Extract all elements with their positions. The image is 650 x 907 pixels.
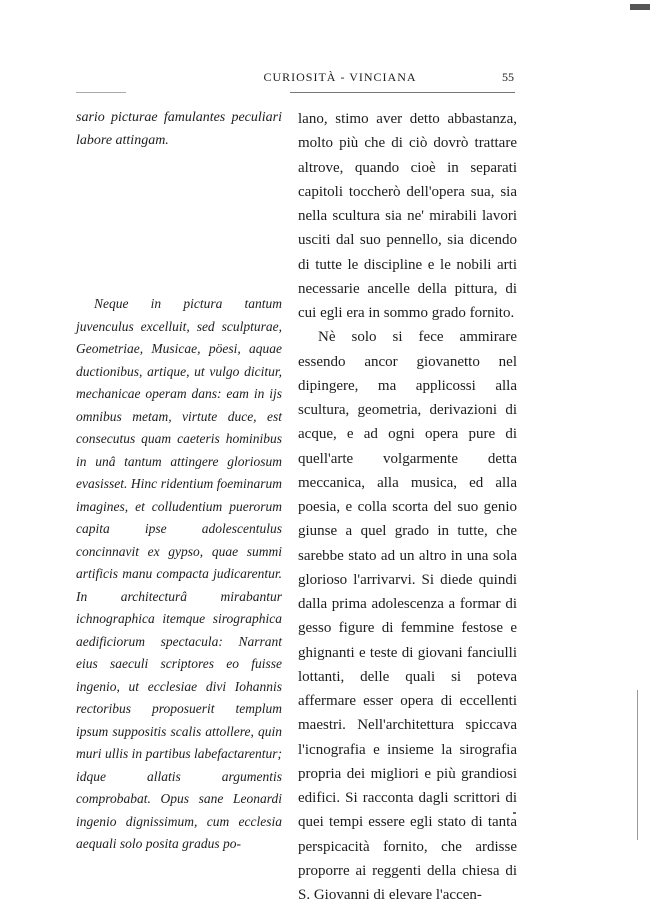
page-number: 55 <box>502 70 514 84</box>
header-rule-right <box>290 92 515 93</box>
latin-column-top: sario picturae famulantes peculiari labore attingam. <box>76 110 282 148</box>
scan-corner-mark <box>630 4 650 10</box>
header-rule-left <box>76 92 126 93</box>
scan-edge-line <box>637 690 638 840</box>
italian-column <box>298 107 517 907</box>
latin-paragraph: Neque in pictura tantum juvenculus excelluit, sed sculpturae, Geometriae, Musicae, pöesi, aquae ductionibus, artique, ut vulgo dicitur, mechanicae operam dans: eam in ijs omnibus metam, virtute duce, est consecutus quam caeteris hominibus in unâ tantum attingere gloriosum evasisset. Hinc ridentium foeminarum imagines, et colludentium puerorum capita ipse adolescentulus concinnavit ex gypso, quae summi artificis manu compacta judicarentur. In architecturâ mirabantur ichnographica itemque sirographica aedificiorum spectacula: Narrant eius saeculi scriptores eo fuisse ingenio, ut ecclesiae divi Iohannis rectoribus proposuerit templum ipsum suppositis scalis attollere, quin muri ullis in partibus labefactarentur; idque allatis argumentis comprobabat. Opus sane Leonardi ingenio dignissimum, cum ecclesia aequali solo posita gradus po- <box>76 296 282 851</box>
running-title: CURIOSITÀ - VINCIANA <box>263 70 417 84</box>
italian-paragraph-2: Nè solo si fece ammirare essendo ancor giovanetto nel dipingere, ma applicossi alla scultura, geometria, derivazioni di acque, e ad ogni opera pure di quell'arte volgarmente detta meccanica, alla musica, ed alla poesia, e colla scorta del suo genio giunse a quel grado in tutte, che sarebbe stato ad un altro in una sola glorioso l'arrivarvi. Si diede quindi dalla prima adolescenza a formar di gesso figure di femmine festose e ghignanti e teste di giovani fanciulli lottanti, delle quali si poteva affermare esser opera di eccellenti maestri. Nell'architettura spiccava l'icnografia e insieme la sirografia propria dei migliori e più grandiosi edifici. Si racconta dagli scrittori di quei tempi essere egli stato di tanta perspicacità fornito, che ardisse proporre ai reggenti della chiesa di S. Giovanni di elevare l'accen- <box>298 329 517 903</box>
latin-column-main <box>76 293 282 856</box>
italian-paragraph-1: lano, stimo aver detto abbastanza, molto più che di ciò dovrò trattare altrove, quando cioè in separati capitoli toccherò dell'opera sua, sia nella scultura sia ne' mirabili lavori usciti dal suo pennello, sia dicendo di tutte le discipline e le nobili arti necessarie ancelle della pittura, di cui egli era in sommo grado fornito. <box>298 111 517 321</box>
